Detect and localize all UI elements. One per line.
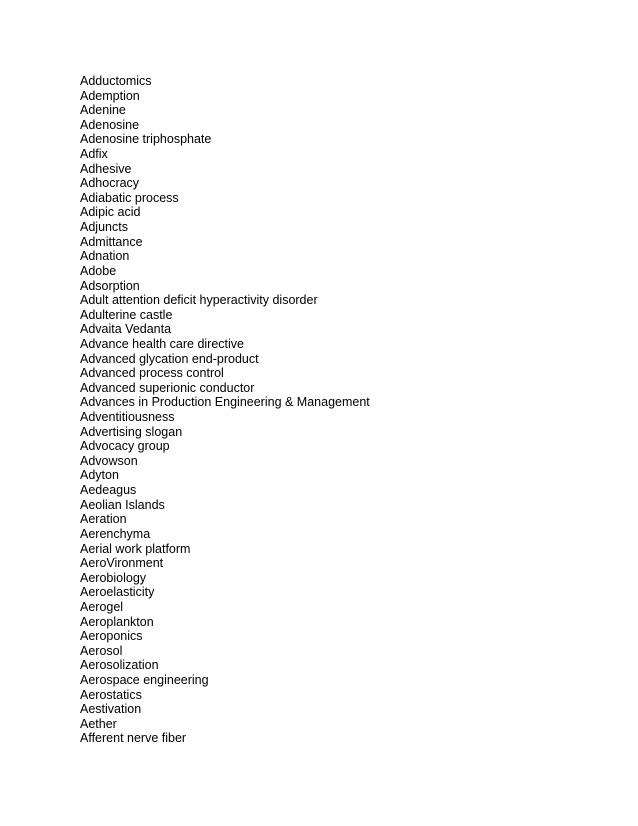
- term-item: Aedeagus: [80, 483, 137, 498]
- term-item: Aeolian Islands: [80, 497, 165, 512]
- term-item: Adulterine castle: [80, 307, 173, 322]
- term-item: Adult attention deficit hyperactivity disorder: [80, 293, 318, 308]
- term-item: Advanced glycation end-product: [80, 351, 259, 366]
- term-item: Afferent nerve fiber: [80, 731, 187, 746]
- term-item: Adyton: [80, 468, 119, 483]
- term-item: Adventitiousness: [80, 410, 175, 425]
- term-item: Adenine: [80, 103, 126, 118]
- term-item: Adipic acid: [80, 205, 141, 220]
- term-item: Aeration: [80, 512, 127, 527]
- term-item: Aeroelasticity: [80, 585, 155, 600]
- term-item: Advertising slogan: [80, 424, 183, 439]
- term-item: Adfix: [80, 147, 108, 162]
- term-item: Adiabatic process: [80, 190, 179, 205]
- term-item: Aerenchyma: [80, 526, 151, 541]
- term-item: Adenosine triphosphate: [80, 132, 212, 147]
- term-item: Ademption: [80, 88, 140, 103]
- term-item: Adductomics: [80, 74, 152, 88]
- term-item: Advance health care directive: [80, 336, 244, 351]
- term-item: Admittance: [80, 234, 143, 249]
- term-item: Adenosine: [80, 117, 140, 132]
- term-item: AeroVironment: [80, 556, 164, 571]
- term-item: Adobe: [80, 263, 117, 278]
- term-item: Adnation: [80, 249, 130, 264]
- term-item: Advanced process control: [80, 366, 224, 381]
- term-item: Aether: [80, 716, 117, 731]
- term-item: Aestivation: [80, 702, 142, 717]
- term-item: Aerostatics: [80, 687, 142, 702]
- term-item: Advocacy group: [80, 439, 170, 454]
- term-item: Adhocracy: [80, 176, 140, 191]
- term-item: Aerial work platform: [80, 541, 191, 556]
- term-item: Advances in Production Engineering & Management: [80, 395, 370, 410]
- term-list: [80, 74, 370, 746]
- term-item: Adsorption: [80, 278, 140, 293]
- term-item: Aeroponics: [80, 629, 143, 644]
- term-item: Aerospace engineering: [80, 672, 209, 687]
- term-item: Adhesive: [80, 161, 132, 176]
- term-item: Aerogel: [80, 599, 124, 614]
- term-item: Aerosol: [80, 643, 123, 658]
- term-item: Aerobiology: [80, 570, 147, 585]
- term-item: Advowson: [80, 453, 138, 468]
- term-item: Advanced superionic conductor: [80, 380, 255, 395]
- term-item: Aeroplankton: [80, 614, 154, 629]
- term-item: Advaita Vedanta: [80, 322, 172, 337]
- term-item: Aerosolization: [80, 658, 159, 673]
- term-item: Adjuncts: [80, 220, 128, 235]
